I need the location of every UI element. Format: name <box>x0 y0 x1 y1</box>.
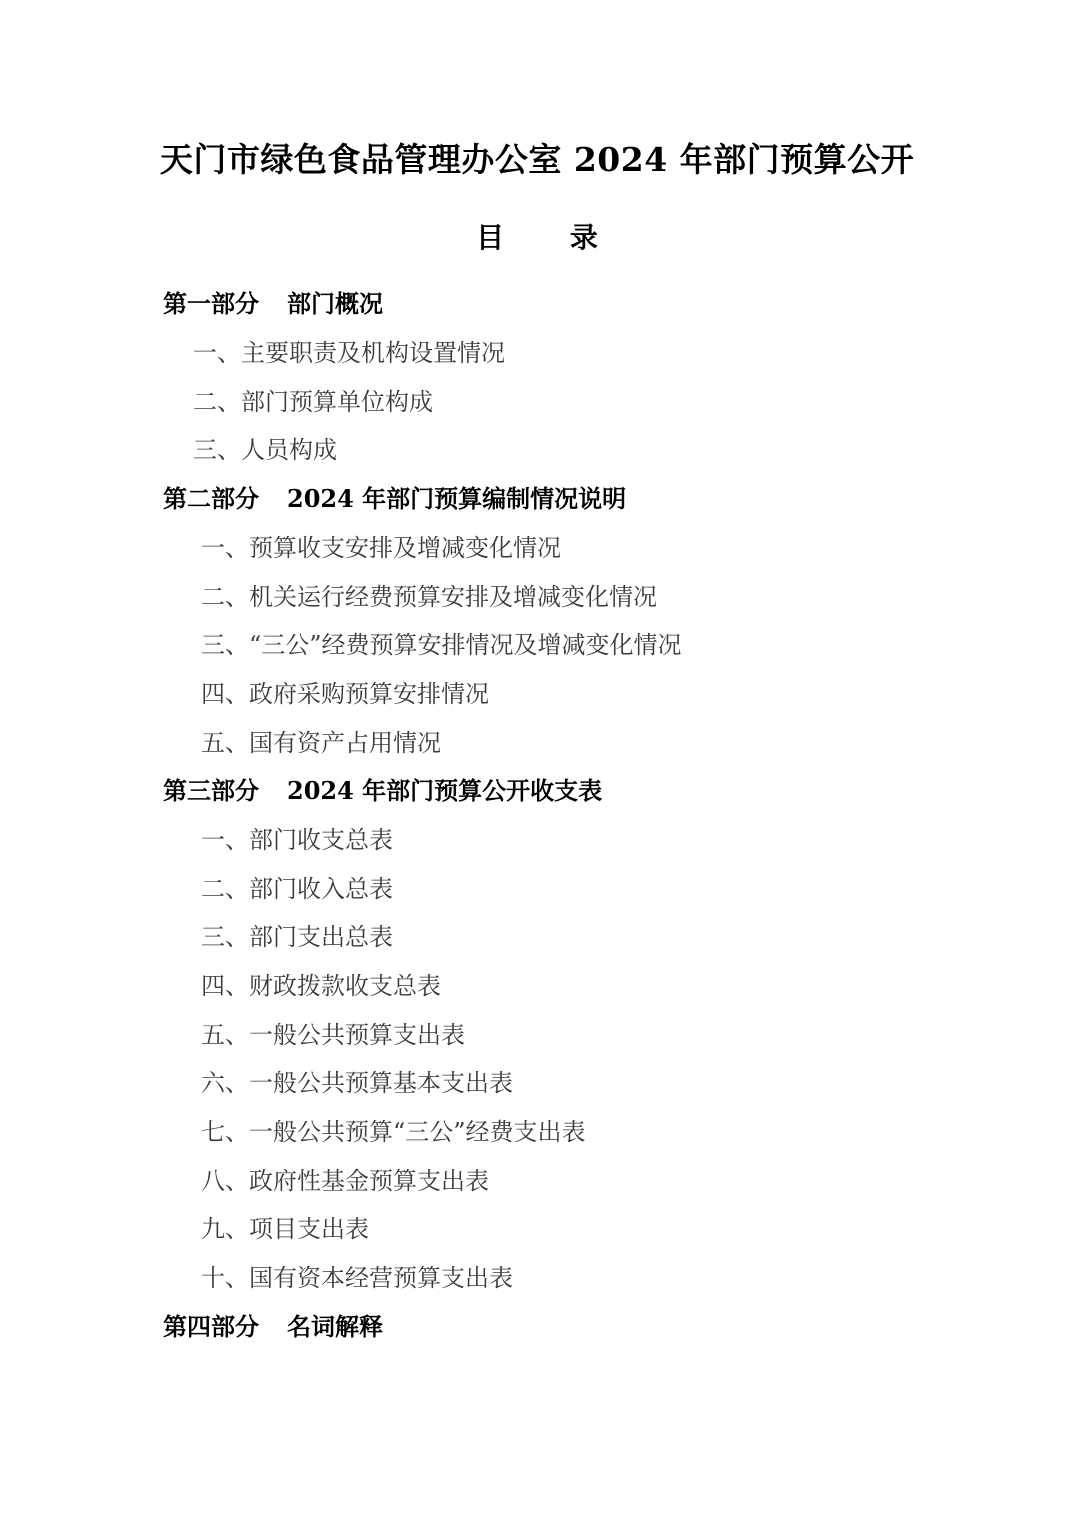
toc-part-1-title: 部门概况 <box>287 289 383 318</box>
toc-part-4-title: 名词解释 <box>287 1312 383 1341</box>
toc-heading: 目 录 <box>476 221 626 254</box>
toc-item[interactable]: 三、部门支出总表 <box>201 923 393 951</box>
toc-item[interactable]: 十、国有资本经营预算支出表 <box>201 1264 513 1292</box>
toc-part-3[interactable] <box>163 767 602 815</box>
toc-part-2-label: 第二部分 <box>163 484 259 513</box>
toc-item[interactable]: 七、一般公共预算“三公”经费支出表 <box>201 1118 586 1146</box>
toc-part-1[interactable] <box>163 280 383 328</box>
toc-item[interactable]: 四、财政拨款收支总表 <box>201 972 441 1000</box>
toc-item[interactable]: 五、一般公共预算支出表 <box>201 1021 465 1049</box>
toc-item[interactable]: 四、政府采购预算安排情况 <box>201 680 489 708</box>
toc-item[interactable]: 一、主要职责及机构设置情况 <box>193 339 505 367</box>
toc-part-3-title: 2024 年部门预算公开收支表 <box>287 776 603 805</box>
toc-part-2-title: 2024 年部门预算编制情况说明 <box>287 484 627 513</box>
toc-item[interactable]: 八、政府性基金预算支出表 <box>201 1167 489 1195</box>
toc-item[interactable]: 五、国有资产占用情况 <box>201 729 441 757</box>
toc-part-1-label: 第一部分 <box>163 289 259 318</box>
toc-item[interactable]: 一、预算收支安排及增减变化情况 <box>201 534 561 562</box>
toc-item[interactable]: 三、人员构成 <box>193 436 337 464</box>
toc-part-3-label: 第三部分 <box>163 776 259 805</box>
toc-item[interactable]: 九、项目支出表 <box>201 1215 369 1243</box>
toc-part-2[interactable] <box>163 475 626 523</box>
toc-item[interactable]: 二、部门收入总表 <box>201 875 393 903</box>
toc-part-4[interactable] <box>163 1303 383 1351</box>
document-title: 天门市绿色食品管理办公室 2024 年部门预算公开 <box>159 140 915 179</box>
toc-item[interactable]: 二、部门预算单位构成 <box>193 388 433 416</box>
toc-item[interactable]: 三、“三公”经费预算安排情况及增减变化情况 <box>201 631 682 659</box>
toc-part-4-label: 第四部分 <box>163 1312 259 1341</box>
toc-item[interactable]: 二、机关运行经费预算安排及增减变化情况 <box>201 583 657 611</box>
toc-item[interactable]: 一、部门收支总表 <box>201 826 393 854</box>
toc-item[interactable]: 六、一般公共预算基本支出表 <box>201 1069 513 1097</box>
